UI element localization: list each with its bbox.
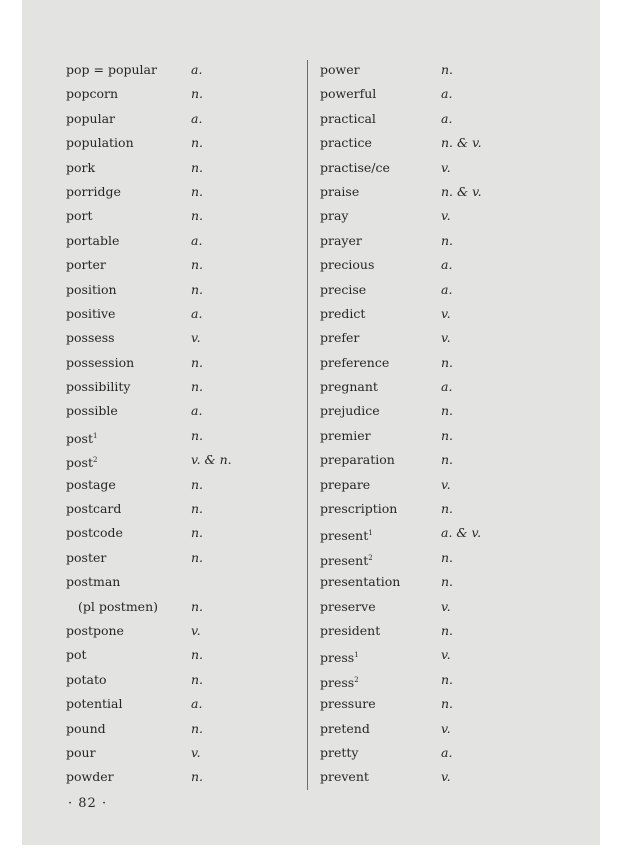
word-entry [320, 375, 570, 399]
word-entry [320, 619, 570, 643]
headword [320, 204, 349, 228]
headword-text: prayer [320, 232, 362, 248]
headword-text: postman [66, 574, 121, 590]
part-of-speech: n. [191, 476, 204, 492]
headword [66, 668, 107, 692]
part-of-speech: n. [191, 183, 204, 199]
headword [66, 82, 118, 106]
page-number: · 82 · [68, 796, 108, 811]
headword [320, 765, 369, 789]
word-entry [66, 351, 316, 375]
word-entry [320, 497, 570, 521]
headword-text: possibility [66, 379, 131, 395]
headword-text: (pl postmen) [78, 598, 158, 614]
part-of-speech: n. [191, 354, 204, 370]
headword-text: postcard [66, 501, 122, 517]
part-of-speech: n. [441, 232, 454, 248]
word-entry [320, 399, 570, 423]
part-of-speech: n. [191, 769, 204, 785]
headword [320, 82, 376, 106]
word-entry [66, 58, 316, 82]
headword [66, 643, 87, 667]
part-of-speech: n. [441, 452, 454, 468]
headword-text: popular [66, 110, 116, 126]
word-entry [320, 131, 570, 155]
headword-text: porridge [66, 183, 121, 199]
headword-text: potential [66, 696, 123, 712]
word-entry [66, 643, 316, 667]
word-entry [320, 351, 570, 375]
part-of-speech: n. [441, 354, 454, 370]
headword-text: practice [320, 135, 372, 151]
headword-text: predict [320, 305, 366, 321]
part-of-speech: n. & v. [441, 135, 482, 151]
word-entry [320, 595, 570, 619]
word-entry [66, 180, 316, 204]
headword-text: port [66, 208, 93, 224]
word-entry [66, 619, 316, 643]
headword [320, 643, 359, 670]
part-of-speech: n. [191, 86, 204, 102]
word-entry [66, 595, 316, 619]
headword-text: pour [66, 744, 96, 760]
word-entry [66, 521, 316, 545]
part-of-speech: v. [191, 622, 201, 638]
headword-text: power [320, 62, 360, 77]
headword-text: popcorn [66, 86, 119, 102]
headword-text: pregnant [320, 379, 378, 395]
part-of-speech: n. [441, 671, 454, 687]
word-entry [66, 473, 316, 497]
headword-text: prescription [320, 501, 398, 517]
headword [66, 570, 120, 594]
headword-text: portable [66, 232, 120, 248]
headword [320, 302, 365, 326]
word-entry [320, 204, 570, 228]
headword [320, 229, 362, 253]
headword [320, 546, 373, 573]
headword-text: possession [66, 354, 135, 370]
word-entry [320, 229, 570, 253]
word-entry [66, 204, 316, 228]
part-of-speech: n. & v. [441, 183, 482, 199]
headword-text: presentation [320, 574, 401, 590]
headword [66, 156, 95, 180]
headword-text: precise [320, 281, 367, 297]
headword-text: prepare [320, 476, 371, 492]
word-entry [66, 765, 316, 789]
headword [66, 326, 115, 350]
headword-text: possess [66, 330, 115, 346]
part-of-speech: v. [441, 647, 451, 663]
part-of-speech: v. [441, 598, 451, 614]
word-entry [320, 668, 570, 692]
headword [320, 107, 376, 131]
headword-text: pork [66, 159, 96, 175]
headword-text: press [320, 650, 355, 666]
part-of-speech: v. [191, 744, 201, 760]
headword-text: present [320, 528, 369, 544]
headword-text: pound [66, 720, 106, 736]
headword [78, 595, 158, 619]
headword [66, 546, 106, 570]
part-of-speech: n. [191, 281, 204, 297]
word-entry [320, 521, 570, 545]
part-of-speech: a. [191, 62, 203, 77]
headword-text: praise [320, 183, 360, 199]
headword [66, 375, 130, 399]
headword [320, 180, 359, 204]
homograph-number: 1 [354, 651, 359, 660]
headword [66, 351, 134, 375]
headword [66, 58, 157, 82]
word-entry [320, 448, 570, 472]
part-of-speech: n. [441, 62, 454, 77]
headword [66, 278, 117, 302]
headword-text: practical [320, 110, 376, 126]
headword [320, 351, 389, 375]
headword [320, 375, 378, 399]
headword [66, 253, 106, 277]
part-of-speech: n. [441, 427, 454, 443]
part-of-speech: v. [441, 720, 451, 736]
word-entry [66, 448, 316, 472]
part-of-speech: a. [441, 379, 453, 395]
word-entry [66, 326, 316, 350]
part-of-speech: a. [191, 305, 203, 321]
word-entry [66, 692, 316, 716]
left-word-column [66, 58, 316, 790]
headword [320, 741, 358, 765]
headword-text: pop = popular [66, 62, 157, 77]
word-entry [66, 156, 316, 180]
part-of-speech: n. [441, 403, 454, 419]
column-divider [307, 60, 308, 790]
part-of-speech: v. [441, 208, 451, 224]
book-page [22, 0, 600, 845]
headword [320, 521, 373, 548]
part-of-speech: v. [441, 476, 451, 492]
part-of-speech: a. [441, 86, 453, 102]
headword [320, 58, 360, 82]
headword [66, 424, 97, 451]
word-entry [66, 741, 316, 765]
word-entry [320, 107, 570, 131]
part-of-speech: a. [441, 257, 453, 273]
part-of-speech: a. [191, 403, 203, 419]
headword-text: powder [66, 769, 114, 785]
word-entry [66, 424, 316, 448]
homograph-number: 1 [368, 529, 373, 538]
headword-text: premier [320, 427, 371, 443]
part-of-speech: n. [191, 501, 204, 517]
word-entry [66, 278, 316, 302]
word-entry [320, 58, 570, 82]
word-entry [66, 229, 316, 253]
word-entry [66, 375, 316, 399]
word-entry [66, 668, 316, 692]
headword [320, 253, 374, 277]
word-entry [320, 326, 570, 350]
headword-text: postage [66, 476, 116, 492]
word-entry [320, 692, 570, 716]
headword-text: porter [66, 257, 106, 273]
headword-text: potato [66, 671, 107, 687]
headword [66, 204, 93, 228]
homograph-number: 2 [354, 675, 359, 684]
headword-text: postpone [66, 622, 124, 638]
headword [66, 180, 121, 204]
headword [320, 326, 359, 350]
headword-text: poster [66, 549, 107, 565]
part-of-speech: n. [191, 671, 204, 687]
headword [66, 399, 118, 423]
part-of-speech: a. [191, 696, 203, 712]
headword-text: powerful [320, 86, 377, 102]
homograph-number: 2 [368, 553, 373, 562]
word-entry [320, 765, 570, 789]
part-of-speech: n. [441, 501, 454, 517]
part-of-speech: n. [191, 257, 204, 273]
headword-text: pretty [320, 744, 359, 760]
word-entry [66, 497, 316, 521]
right-word-column [320, 58, 570, 790]
headword-text: postcode [66, 525, 123, 541]
part-of-speech: n. [191, 720, 204, 736]
part-of-speech: a. [441, 110, 453, 126]
headword-text: press [320, 674, 355, 690]
headword-text: prejudice [320, 403, 380, 419]
headword [66, 229, 119, 253]
headword-text: population [66, 135, 134, 151]
part-of-speech: n. [441, 622, 454, 638]
word-entry [66, 570, 316, 594]
headword [320, 595, 376, 619]
word-entry [320, 156, 570, 180]
word-entry [320, 424, 570, 448]
part-of-speech: n. [441, 696, 454, 712]
headword [320, 399, 380, 423]
headword [320, 692, 376, 716]
word-entry [320, 278, 570, 302]
headword [66, 448, 97, 475]
headword-text: preference [320, 354, 390, 370]
headword-text: practise/ce [320, 159, 390, 175]
headword [66, 473, 116, 497]
headword [66, 741, 96, 765]
word-entry [320, 473, 570, 497]
word-entry [320, 717, 570, 741]
word-entry [66, 546, 316, 570]
headword-text: precious [320, 257, 375, 273]
word-entry [320, 82, 570, 106]
headword-text: pray [320, 208, 349, 224]
part-of-speech: a. [441, 744, 453, 760]
word-entry [66, 82, 316, 106]
part-of-speech: n. [191, 379, 204, 395]
headword [320, 278, 366, 302]
headword [320, 448, 395, 472]
headword [320, 717, 370, 741]
homograph-number: 1 [92, 431, 98, 440]
headword [320, 668, 359, 695]
word-entry [320, 253, 570, 277]
word-entry [320, 302, 570, 326]
part-of-speech: v. [441, 769, 451, 785]
headword-text: prevent [320, 769, 369, 785]
part-of-speech: v. [191, 330, 201, 346]
word-entry [320, 741, 570, 765]
headword [320, 497, 397, 521]
part-of-speech: n. [191, 525, 204, 541]
headword [66, 131, 134, 155]
headword [66, 521, 123, 545]
headword-text: positive [66, 305, 116, 321]
word-entry [66, 253, 316, 277]
headword-text: post [66, 455, 93, 471]
headword [66, 692, 122, 716]
word-entry [66, 107, 316, 131]
headword-text: prefer [320, 330, 360, 346]
word-entry [320, 546, 570, 570]
part-of-speech: n. [191, 598, 204, 614]
word-entry [320, 180, 570, 204]
headword-text: position [66, 281, 117, 297]
headword-text: present [320, 552, 369, 568]
headword [320, 619, 380, 643]
part-of-speech: n. [191, 427, 204, 443]
part-of-speech: a. [191, 232, 203, 248]
word-entry [66, 302, 316, 326]
part-of-speech: v. [441, 305, 451, 321]
headword-text: pretend [320, 720, 370, 736]
part-of-speech: v. [441, 159, 451, 175]
headword [320, 156, 390, 180]
headword-text: preserve [320, 598, 376, 614]
part-of-speech: a. & v. [441, 525, 482, 541]
part-of-speech: a. [441, 281, 453, 297]
headword-text: possible [66, 403, 118, 419]
headword [66, 302, 115, 326]
part-of-speech: n. [441, 549, 454, 565]
word-entry [66, 399, 316, 423]
headword [66, 765, 114, 789]
part-of-speech: v. & n. [191, 452, 232, 468]
headword-text: pot [66, 647, 87, 663]
part-of-speech: n. [191, 208, 204, 224]
part-of-speech: n. [191, 159, 204, 175]
headword-text: president [320, 622, 381, 638]
headword [320, 473, 370, 497]
word-entry [66, 717, 316, 741]
headword [66, 619, 124, 643]
part-of-speech: n. [191, 135, 204, 151]
part-of-speech: n. [441, 574, 454, 590]
word-entry [320, 643, 570, 667]
headword [66, 717, 106, 741]
part-of-speech: n. [191, 549, 204, 565]
word-entry [320, 570, 570, 594]
word-entry [66, 131, 316, 155]
headword [320, 570, 400, 594]
part-of-speech: a. [191, 110, 203, 126]
headword-text: pressure [320, 696, 376, 712]
headword-text: post [66, 430, 93, 446]
part-of-speech: v. [441, 330, 451, 346]
headword [320, 424, 371, 448]
headword [66, 107, 115, 131]
headword [66, 497, 121, 521]
headword-text: preparation [320, 452, 395, 468]
part-of-speech: n. [191, 647, 204, 663]
headword [320, 131, 372, 155]
homograph-number: 2 [92, 456, 98, 465]
